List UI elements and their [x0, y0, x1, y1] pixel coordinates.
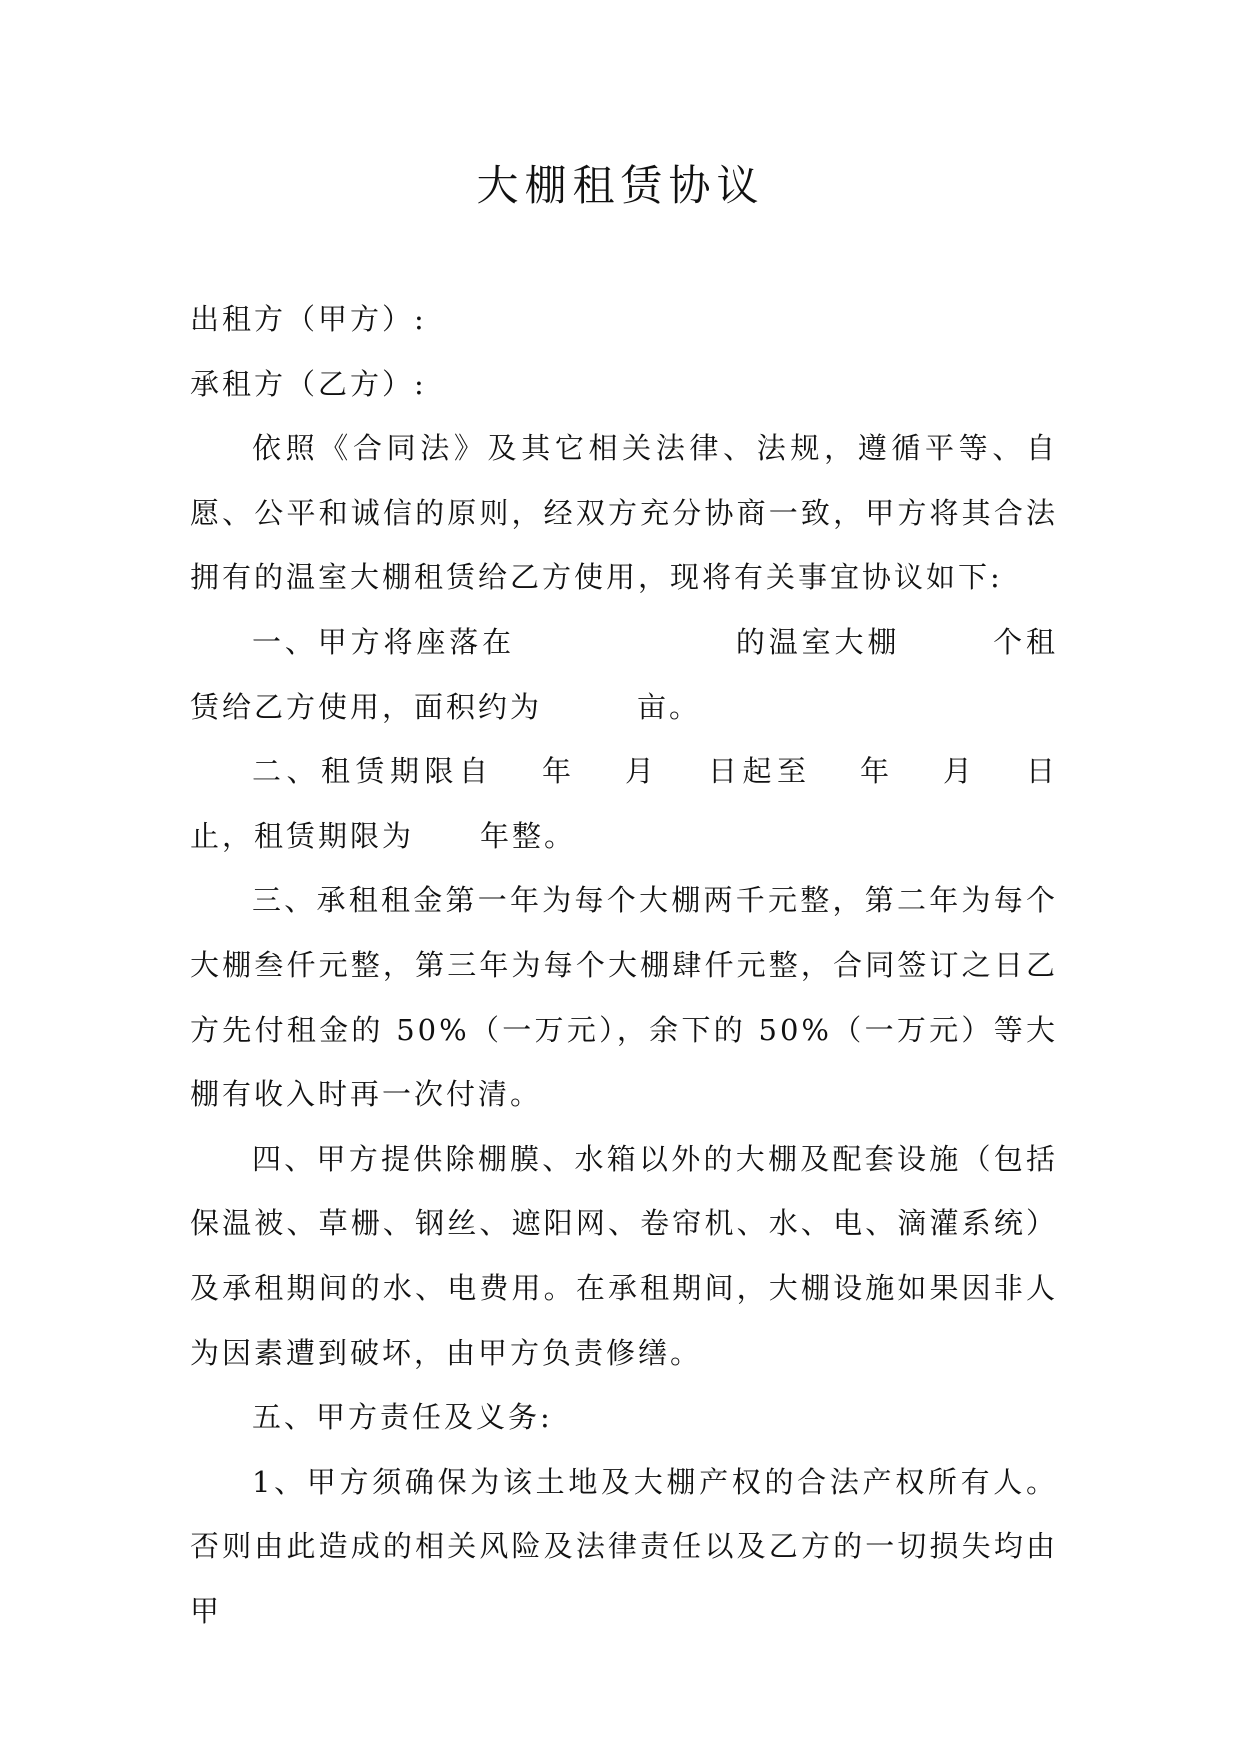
clause-1-text-b: 的温室大棚: [734, 624, 901, 659]
clause-3-paragraph: 三、承租租金第一年为每个大棚两千元整，第二年为每个大棚叁仟元整，第三年为每个大棚肆仟元整，合同签订之日乙方先付租金的 50%（一万元），余下的 50%（一万元）等大棚有收入时再一次付清。: [190, 883, 1058, 1112]
clause-1-paragraph: [190, 610, 1058, 739]
document-body: [190, 287, 1058, 1643]
clause-5-heading: 五、甲方责任及义务:: [252, 1400, 553, 1435]
clause-4-paragraph: 四、甲方提供除棚膜、水箱以外的大棚及配套设施（包括保温被、草栅、钢丝、遮阳网、卷帘机、水、电、滴灌系统）及承租期间的水、电费用。在承租期间，大棚设施如果因非人为因素遭到破坏，由甲方负责修缮。: [190, 1141, 1058, 1370]
clause-2-day-1: 日起至: [705, 754, 812, 789]
clause-2-year-1: 年: [539, 754, 577, 789]
clause-2-day-2: 日止，租赁期限为: [190, 754, 1058, 853]
clause-2-month-2: 月: [940, 754, 978, 789]
clause-2-text-a: 二、租赁期限自: [252, 754, 494, 789]
clause-1-text-a: 一、甲方将座落在: [252, 624, 515, 659]
preamble-paragraph: 依照《合同法》及其它相关法律、法规，遵循平等、自愿、公平和诚信的原则，经双方充分协商一致，甲方将其合法拥有的温室大棚租赁给乙方使用，现将有关事宜协议如下:: [190, 431, 1058, 595]
clause-2-paragraph: [190, 739, 1058, 868]
document-title: 大棚租赁协议: [476, 161, 765, 210]
lessee-line: 承租方（乙方）:: [190, 366, 427, 401]
clause-5-item-1: 1、甲方须确保为该土地及大棚产权的合法产权所有人。否则由此造成的相关风险及法律责任以及乙方的一切损失均由甲: [190, 1464, 1058, 1628]
clause-2-year-2: 年: [857, 754, 895, 789]
clause-2-month-1: 月: [622, 754, 660, 789]
lessor-line: 出租方（甲方）:: [190, 302, 427, 336]
clause-2-end: 年整。: [480, 818, 577, 853]
clause-1-text-c: 个租赁给乙方使用，面积约为: [190, 624, 1058, 724]
clause-1-text-d: 亩。: [637, 689, 702, 724]
